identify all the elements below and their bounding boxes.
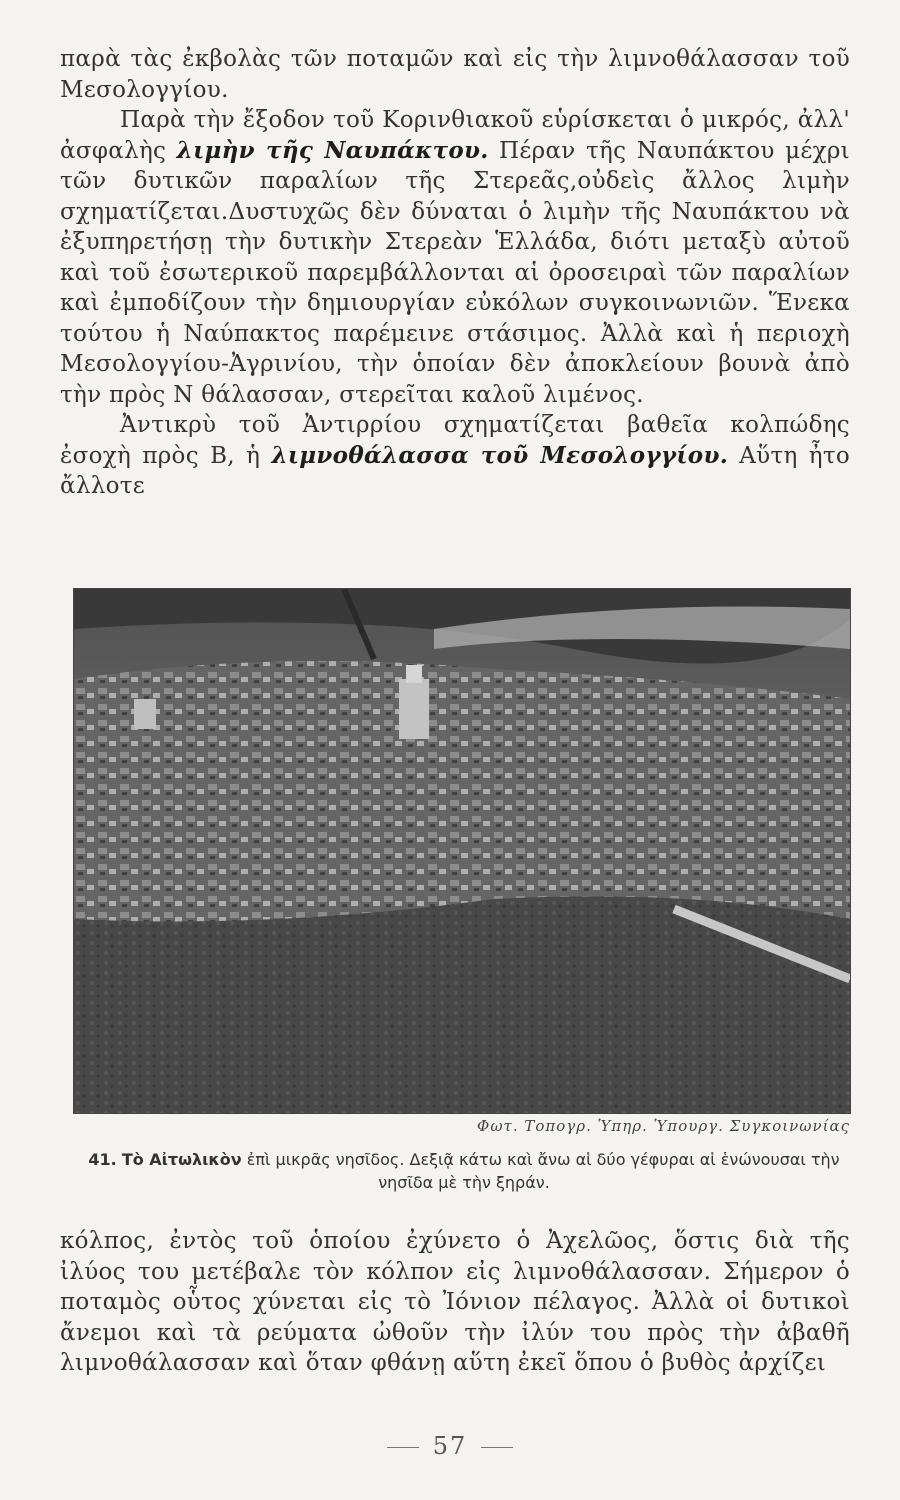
figure-caption (78, 1148, 850, 1194)
paragraph-text: παρὰ τὰς ἐκβολὰς τῶν ποταμῶν καὶ εἰς τὴν λιμνοθάλασσαν τοῦ Μεσολογγίου. (60, 46, 850, 103)
aerial-photo-aitoliko (73, 588, 851, 1114)
emphasis-nafpaktos-harbor: λιμὴν τῆς Ναυπάκτου. (176, 136, 489, 164)
photo-illustration (74, 589, 850, 1113)
figure-title: Τὸ Αἰτωλικὸν (121, 1150, 242, 1169)
figure-number: 41. (88, 1150, 117, 1169)
paragraph-text: Αὕτη ἦτο ἄλλοτε (60, 442, 851, 499)
paragraph-text: κόλπος, ἐντὸς τοῦ ὁποίου ἐχύνετο ὁ Ἀχελῶος, ὅστις διὰ τῆς ἰλύος του μετέβαλε τὸν κόλπον εἰς λιμνοθάλασσαν. Σήμερον ὁ ποταμὸς οὗτος χύνεται εἰς τὸ Ἰόνιον πέλαγος. Ἀλλὰ οἱ δυτικοὶ ἄνεμοι καὶ τὰ ρεύματα ὠθοῦν τὴν ἰλύν του πρὸς τὴν ἀβαθῆ λιμνοθάλασσαν καὶ ὅταν φθάνῃ αὕτη ἐκεῖ ὅπου ὁ βυθὸς ἀρχίζει (60, 1228, 850, 1376)
left-dash (387, 1447, 419, 1448)
photo-credit: Φωτ. Τοπογρ. Ὑπηρ. Ὑπουργ. Συγκοινωνίας (477, 1117, 850, 1135)
page-number: 57 (432, 1432, 468, 1460)
emphasis-messolonghi-lagoon: λιμνοθάλασσα τοῦ Μεσολογγίου. (271, 441, 729, 469)
right-dash (481, 1447, 513, 1448)
page-number-footer (0, 1432, 900, 1460)
figure-caption-text: ἐπὶ μικρᾶς νησῖδος. Δεξιᾷ κάτω καὶ ἄνω αἱ δύο γέφυραι αἱ ἑνώνουσαι τὴν νησῖδα μὲ τὴν ξηράν. (246, 1150, 840, 1192)
paragraph-text: Πέραν τῆς Ναυπάκτου μέχρι τῶν δυτικῶν παραλίων τῆς Στερεᾶς,οὐδεὶς ἄλλος λιμὴν σχηματίζεται.Δυστυχῶς δὲν δύναται ὁ λιμὴν τῆς Ναυπάκτου νὰ ἐξυπηρετήσῃ τὴν δυτικὴν Στερεὰν Ἑλλάδα, διότι μεταξὺ αὐτοῦ καὶ τοῦ ἐσωτερικοῦ παρεμβάλλονται αἱ ὀροσειραὶ τῶν παραλίων καὶ ἐμποδίζουν τὴν δημιουργίαν εὐκόλων συγκοινωνιῶν. Ἕνεκα τούτου ἡ Ναύπακτος παρέμεινε στάσιμος. Ἀλλὰ καὶ ἡ περιοχὴ Μεσολογγίου-Ἀγρινίου, τὴν ὁποίαν δὲν ἀποκλείουν βουνὰ ἀπὸ τὴν πρὸς Ν θάλασσαν, στερεῖται καλοῦ λιμένος. (60, 137, 850, 408)
photo-tint (74, 589, 850, 1113)
paragraph-text: Παρὰ τὴν ἔξοδον τοῦ Κορινθιακοῦ εὑρίσκεται ὁ μικρός, ἀλλ' ἀσφαλὴς (60, 107, 850, 164)
top-text-block (60, 44, 850, 502)
paragraph-3 (60, 410, 850, 502)
paragraph-text: Ἀντικρὺ τοῦ Ἀντιρρίου σχηματίζεται βαθεῖα κολπώδης ἐσοχὴ πρὸς Β, ἡ (60, 412, 850, 469)
paragraph-1 (60, 44, 850, 105)
paragraph-4 (60, 1226, 850, 1379)
paragraph-2 (60, 105, 850, 410)
bottom-text-block (60, 1226, 850, 1379)
